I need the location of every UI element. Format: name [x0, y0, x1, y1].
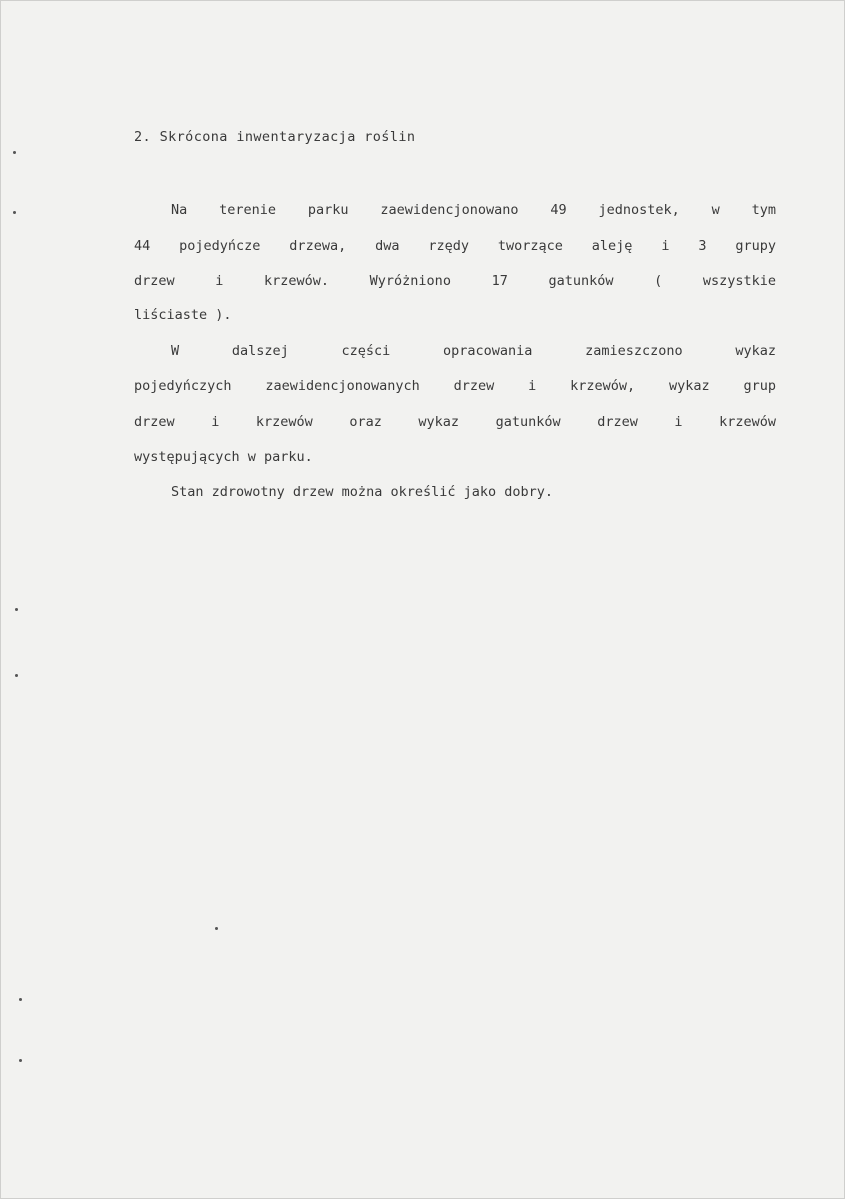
margin-mark — [19, 1059, 22, 1062]
paragraph-3-line-1: Stan zdrowotny drzew można określić jako dobry. — [171, 484, 554, 500]
margin-mark — [13, 151, 16, 154]
paragraph-2-line-4: występujących w parku. — [134, 449, 313, 465]
margin-mark — [13, 211, 16, 214]
margin-mark — [15, 608, 18, 611]
margin-mark — [19, 998, 22, 1001]
paragraph-2-line-2: pojedyńczych zaewidencjonowanych drzew i krzewów, wykaz grup — [134, 378, 776, 394]
margin-mark — [15, 674, 18, 677]
paragraph-1-line-4: liściaste ). — [134, 307, 232, 323]
margin-mark — [215, 927, 218, 930]
paragraph-1-line-3: drzew i krzewów. Wyróżniono 17 gatunków ( wszystkie — [134, 273, 776, 289]
paragraph-2-line-3: drzew i krzewów oraz wykaz gatunków drzew i krzewów — [134, 414, 776, 430]
paragraph-2-line-1: W dalszej części opracowania zamieszczono wykaz — [171, 343, 776, 359]
paragraph-1-line-2: 44 pojedyńcze drzewa, dwa rzędy tworzące aleję i 3 grupy — [134, 238, 776, 254]
paragraph-1-line-1: Na terenie parku zaewidencjonowano 49 jednostek, w tym — [171, 202, 776, 218]
section-heading: 2. Skrócona inwentaryzacja roślin — [134, 129, 416, 145]
